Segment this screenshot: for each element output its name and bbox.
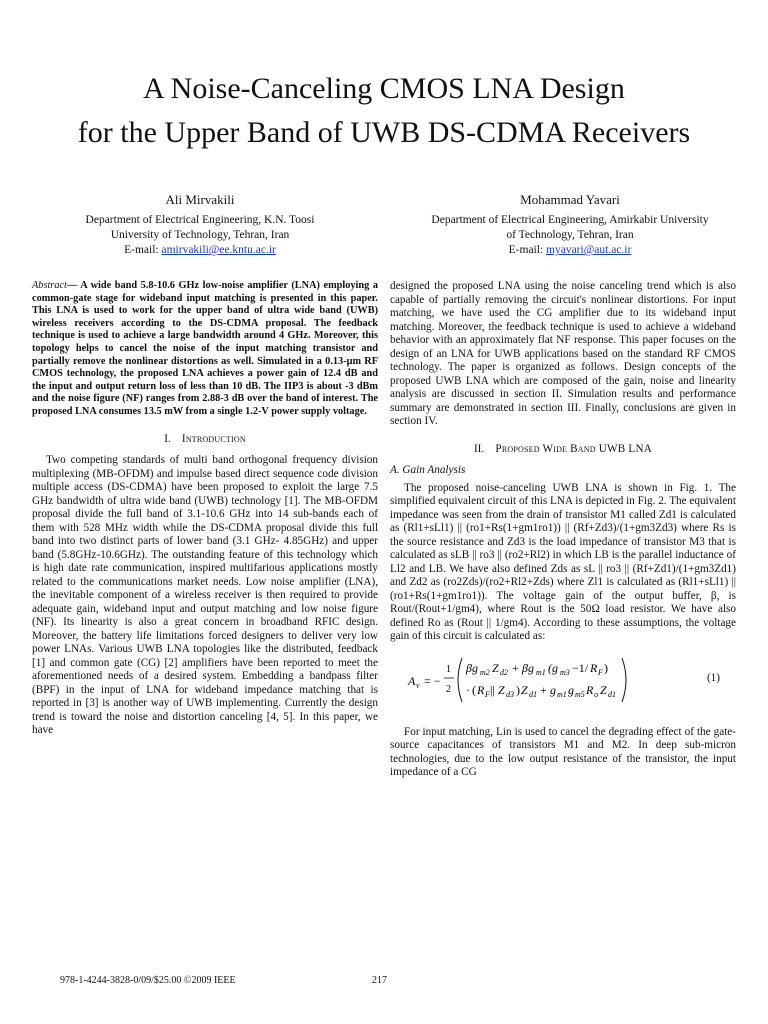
svg-text:g: g	[550, 682, 556, 697]
equation-graphic	[390, 652, 690, 708]
svg-text:v: v	[416, 680, 420, 690]
svg-text:): )	[516, 682, 520, 697]
author-affiliation: University of Technology, Tehran, Iran	[110, 229, 290, 241]
abstract	[32, 280, 378, 419]
svg-text:m1: m1	[536, 667, 546, 677]
paper-title-line-1: A Noise-Canceling CMOS LNA Design	[143, 72, 625, 105]
author-affiliation: Department of Electrical Engineering, K.N. Toosi	[85, 214, 315, 226]
abstract-lead: Abstract	[32, 280, 67, 291]
svg-text:F: F	[485, 689, 490, 699]
svg-text:2: 2	[446, 683, 451, 695]
svg-text:Z: Z	[600, 682, 607, 697]
author-block-1	[30, 192, 370, 258]
svg-text:Z: Z	[521, 682, 528, 697]
footer-isbn: 978-1-4244-3828-0/09/$25.00 ©2009 IEEE	[60, 975, 236, 986]
svg-text:Z: Z	[498, 682, 505, 697]
equation-number: (1)	[706, 671, 720, 684]
gain-analysis-paragraph: The proposed noise-canceling UWB LNA is shown in Fig. 1. The simplified equivalent circuit of this LNA is depicted in Fig. 2. The equivalent impedance was seen from the drain of transistor M1 called Zd1 is calculated as (Rl1+sLl1) || (ro1+Rs(1+gm1ro1)) || (Rf+Zd3)/(1+gm3Zd3) where Rs is the source resistance and Zd3 is the load impedance of transistor M3 that is calculated as sLB || ro3 || (ro2+Rl2) in which LB is the parallel inductance of Ll2 and LB. We have also defined Zds as sL || ro3 || (Rf+Zd1)/(1+gm3Zd1) and Zd2 as (ro2Zds)/(ro2+Rl2+Zds) where Zl1 is calculated as (Rl1+sLl1) || (ro1+Rs(1+gm1ro1)). The voltage gain of the output buffer, β, is Rout/(Rout+1/gm4), where Rout is the 50Ω load resistor. We have also defined Ro as (Rout || 1/gm4). According to these assumptions, the voltage gain of this circuit is calculated as:	[390, 481, 736, 642]
author-email-link[interactable]: amirvakili@ee.kntu.ac.ir	[161, 244, 276, 256]
author-email-line: E-mail: myavari@aut.ac.ir	[508, 244, 632, 256]
svg-text:o: o	[594, 689, 598, 699]
svg-text:m1: m1	[557, 689, 567, 699]
svg-text:Z: Z	[492, 660, 499, 675]
author-email-line: E-mail: amirvakili@ee.kntu.ac.ir	[124, 244, 276, 256]
introduction-paragraph: Two competing standards of multi band orthogonal frequency division multiplexing (MB-OFDM) and impulse based direct sequence code division multiple access (DS-CDMA) have been proposed to exploit the large 7.5 GHz bandwidth of ultra wide band (UWB) technology [1]. The MB-OFDM proposal divide the full band of 3.1-10.6 GHz into 14 sub-bands each of them with 528 MHz width while the DS-CDMA proposal divide this full band into two distinct parts of lower band (3.1 GHz- 4.85GHz) and upper band (5.8GHz-10.6GHz). The outstanding feature of this technology which is high date rate communication, inspired multifarious applications mostly related to the communications market needs. Low noise amplifier (LNA), the inevitable component of a wireless receiver is then required to provide adequate gain, wideband input and output matching and low noise figure (NF). Its linearity is also a great concern in broadband RFIC design. Moreover, the battery life limitations forced designers to deliver very low power LNAs. Various UWB LNA topologies like the distributed, feedback [1] and common gate (CG) [2] amplifiers have been reported to meet the aforementioned needs of a desired system. Embedding a bandpass filter (BPF) in the input of LNA for wideband impedance matching that is reported in [3] is another way of UWB implementing. Currently the design trend is toward the noise and distortion canceling [4, 5]. In this paper, we have	[32, 454, 378, 737]
right-column	[390, 280, 736, 780]
paper-title-line-2: for the Upper Band of UWB DS-CDMA Receivers	[77, 116, 691, 149]
svg-text:−1/: −1/	[572, 660, 589, 675]
svg-text:d1: d1	[529, 689, 537, 699]
author-name: Mohammad Yavari	[520, 192, 620, 207]
svg-text:g: g	[568, 682, 574, 697]
section-heading-introduction: I. Introduction	[164, 432, 246, 445]
svg-text:A: A	[408, 673, 416, 688]
author-affiliation: Department of Electrical Engineering, Amirkabir University	[431, 214, 709, 226]
section-heading-proposed-lna: II. Proposed Wide Band UWB LNA	[473, 442, 653, 455]
left-column	[32, 280, 378, 738]
svg-text:R: R	[586, 682, 594, 697]
svg-text:m5: m5	[575, 689, 585, 699]
author-name: Ali Mirvakili	[165, 192, 235, 207]
svg-text:d2: d2	[500, 667, 508, 677]
subsection-heading-gain-analysis: A. Gain Analysis	[390, 464, 466, 476]
abstract-text: — A wide band 5.8-10.6 GHz low-noise amplifier (LNA) employing a common-gate stage for wideband input matching is presented in this paper. This LNA is used to work for the upper band of ultra wide band (UWB) wireless receivers according to the DS-CDMA proposal. The feedback technique is used to achieve a large bandwidth around 4 GHz. Moreover, this topology helps to cancel the noise of the input matching transistor and partially remove the nonlinear distortions as well. Simulated in a 0.13-μm RF CMOS technology, the proposed LNA achieves a power gain of 12.4 dB and the input and output return loss of less than 10 dB. The IIP3 is about -3 dBm and the noise figure (NF) ranges from 2.88-3 dB over the band of interest. The proposed LNA consumes 13.5 mW from a single 1.2-V power supply voltage.	[32, 280, 378, 417]
svg-text:(: (	[472, 682, 476, 697]
svg-text:R: R	[477, 682, 485, 697]
svg-text:βg: βg	[466, 660, 478, 675]
author-email-link[interactable]: myavari@aut.ac.ir	[546, 244, 632, 256]
author-affiliation: of Technology, Tehran, Iran	[506, 229, 634, 241]
svg-text:(g: (g	[548, 660, 558, 675]
author-block-2	[400, 192, 740, 258]
introduction-continued-paragraph: designed the proposed LNA using the noise canceling trend which is also capable of partially removing the circuit's nonlinear distortions. For input matching, we have used the CG amplifier due to its wideband input matching. Moreover, the feedback technique is used to achieve a wideband behavior with an approximately flat NF response. This paper focuses on the design of an LNA for UWB applications based on the standard RF CMOS technology. The paper is organized as follows. Design concepts of the proposed UWB LNA which are composed of the gain, noise and linearity analysis are discussed in section II. Simulation results and performance summary are demonstrated in section III. Finally, conclusions are given in section IV.	[390, 280, 736, 427]
svg-text:1: 1	[446, 663, 451, 675]
svg-text:·: ·	[466, 682, 470, 697]
svg-text:= −: = −	[424, 673, 441, 688]
svg-text:m3: m3	[560, 667, 570, 677]
svg-text:m2: m2	[480, 667, 490, 677]
svg-text:F: F	[598, 667, 603, 677]
svg-text:+: +	[512, 660, 519, 675]
input-matching-paragraph: For input matching, Lin is used to cancel the degrading effect of the gate-source capacitances of transistors M1 and M2. In deep sub-micron technologies, due to the low output resistance of the transistor, the input impedance of a CG	[390, 725, 736, 778]
svg-text:d3: d3	[506, 689, 514, 699]
svg-text:||: ||	[490, 682, 495, 697]
equation-voltage-gain	[390, 652, 736, 708]
svg-text:d1: d1	[608, 689, 616, 699]
page-number: 217	[372, 975, 387, 986]
svg-text:βg: βg	[522, 660, 534, 675]
svg-text:+: +	[540, 682, 547, 697]
svg-text:R: R	[590, 660, 598, 675]
svg-text:): )	[604, 660, 608, 675]
